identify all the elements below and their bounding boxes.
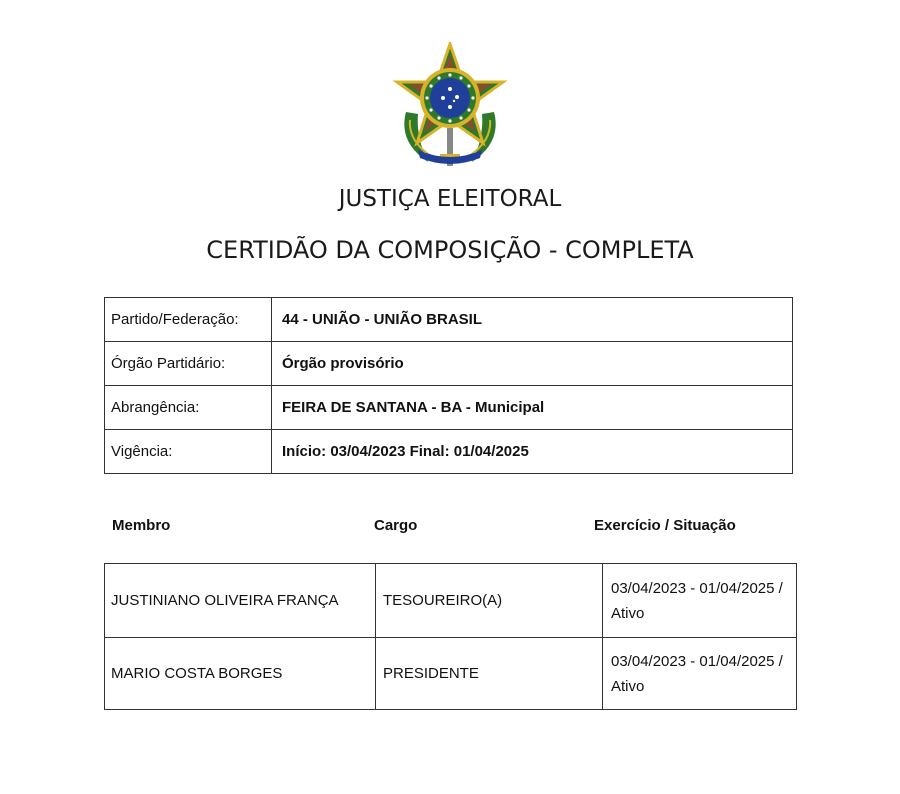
member-role: TESOUREIRO(A) [376, 564, 603, 638]
party-info-table [104, 297, 793, 474]
member-term: 03/04/2023 - 01/04/2025 / Ativo [603, 564, 797, 638]
member-role: PRESIDENTE [376, 638, 603, 710]
party-value: 44 - UNIÃO - UNIÃO BRASIL [272, 298, 793, 342]
organ-value: Órgão provisório [272, 342, 793, 386]
table-row [105, 564, 797, 638]
member-term: 03/04/2023 - 01/04/2025 / Ativo [603, 638, 797, 710]
validity-value: Início: 03/04/2023 Final: 01/04/2025 [272, 430, 793, 474]
validity-label: Vigência: [105, 430, 272, 474]
scope-value: FEIRA DE SANTANA - BA - Municipal [272, 386, 793, 430]
brazil-coat-of-arms-icon [388, 42, 512, 168]
scope-label: Abrangência: [105, 386, 272, 430]
member-name: JUSTINIANO OLIVEIRA FRANÇA [105, 564, 376, 638]
organ-row [105, 342, 793, 386]
term-column-header: Exercício / Situação [594, 517, 736, 534]
table-row [105, 638, 797, 710]
role-column-header: Cargo [374, 517, 418, 534]
institution-title: JUSTIÇA ELEITORAL [338, 186, 562, 212]
member-name: MARIO COSTA BORGES [105, 638, 376, 710]
validity-row [105, 430, 793, 474]
party-row [105, 298, 793, 342]
party-label: Partido/Federação: [105, 298, 272, 342]
member-column-header: Membro [112, 517, 171, 534]
organ-label: Órgão Partidário: [105, 342, 272, 386]
scope-row [105, 386, 793, 430]
members-table [104, 563, 797, 710]
document-title: CERTIDÃO DA COMPOSIÇÃO - COMPLETA [206, 236, 694, 264]
